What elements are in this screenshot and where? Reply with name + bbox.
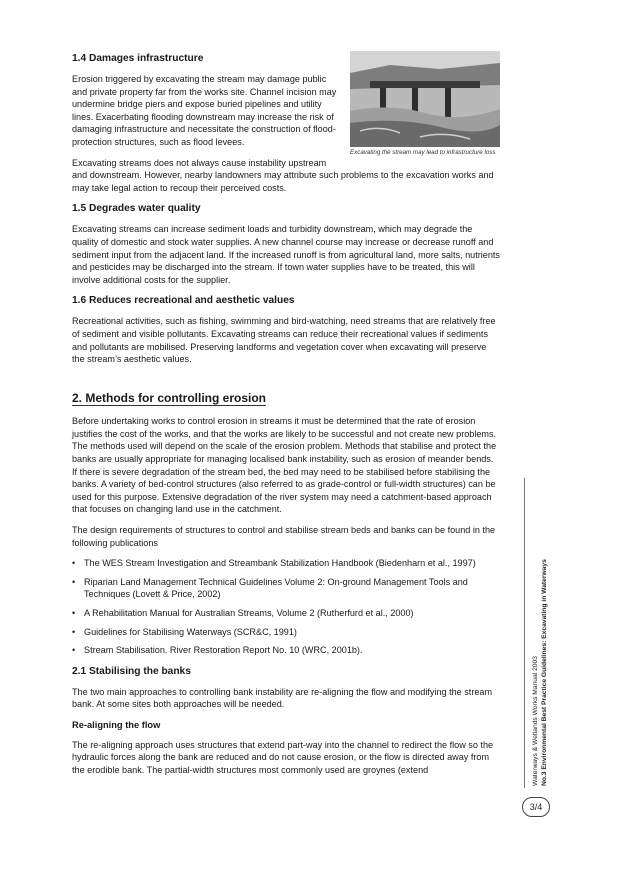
list-item: • Guidelines for Stabilising Waterways (SCR&C, 1991) <box>72 626 500 639</box>
paragraph: The design requirements of structures to control and stabilise stream beds and banks can be found in the following publications <box>72 525 496 548</box>
paragraph: Excavating streams does not always cause instability upstream and downstream. However, nearby landowners may attribute such problems to the excavation works and may take legal action to recoup their perceived costs. <box>72 157 494 193</box>
section-heading-1-4: 1.4 Damages infrastructure <box>72 53 204 64</box>
sidebar-divider <box>524 478 525 788</box>
page-number-badge: 3/4 <box>522 797 550 817</box>
document-page <box>72 52 500 784</box>
infrastructure-figure <box>350 51 500 157</box>
list-item: • Stream Stabilisation. River Restoration Report No. 10 (WRC, 2001b). <box>72 644 500 657</box>
sidebar-guideline-title: No.3 Environmental Best Practice Guidelines: Excavating in Waterways <box>541 559 549 786</box>
paragraph: The two main approaches to controlling bank instability are re-aligning the flow and modifying the stream bank. At some sites both approaches will be needed. <box>72 686 493 710</box>
list-item: • The WES Stream Investigation and Streambank Stabilization Handbook (Biedenharn et al., 1997) <box>72 557 500 570</box>
paragraph: The re-aligning approach uses structures that extend part-way into the channel to redirect the flow so the hydraulic forces along the bank are reduced and do not cause erosion, or the flow is directed away from the erodible bank. The partial-width structures most commonly used are groynes (extend <box>72 739 494 775</box>
sidebar-manual-title: Waterways & Wetlands Works Manual 2003 <box>532 656 539 786</box>
list-item: • Riparian Land Management Technical Guidelines Volume 2: On-ground Management Tools and Techniques (Lovett & Price, 2002) <box>72 576 500 601</box>
running-sidebar <box>531 446 550 786</box>
section-heading-2-1: 2.1 Stabilising the banks <box>72 665 191 677</box>
section-heading-1-5: 1.5 Degrades water quality <box>72 203 201 215</box>
paragraph: Before undertaking works to control erosion in streams it must be determined that the rate of erosion justifies the cost of the works, and that the works are likely to be successful and not create new problems. The methods used will depend on the scale of the erosion problem. Methods that stabilise and protect the banks are usually appropriate for managing localised bank instability, such as erosion of meander bends. If there is severe degradation of the stream bed, the bed may need to be stabilised before stabilising the banks. A variety of bed-control structures (also referred to as grade-control or full-width structures) can be used for this purpose. Extensive degradation of the river system may need a catchment-based approach that focuses on changing land use in the catchment. <box>72 416 497 515</box>
photo-illustration <box>350 51 500 147</box>
subheading-realigning-flow: Re-aligning the flow <box>72 719 161 730</box>
section-heading-2: 2. Methods for controlling erosion <box>72 390 267 405</box>
photo-eroded-bridge <box>350 51 500 147</box>
list-item: • A Rehabilitation Manual for Australian Streams, Volume 2 (Rutherfurd et al., 2000) <box>72 607 500 620</box>
publication-list <box>72 557 500 657</box>
paragraph: Excavating streams can increase sediment loads and turbidity downstream, which may degrade the quality of domestic and stock water supplies. A new channel course may increase or decrease runoff and sediment input from the adjacent land. If the increased runoff is from agricultural land, more salts, nutrients and pesticides may be discharged into the stream. If town water supplies have to be treated, this will involve additional costs for the supplier. <box>72 224 500 285</box>
section-heading-1-6: 1.6 Reduces recreational and aesthetic values <box>72 295 295 307</box>
figure-caption: Excavating the stream may lead to infrastructure loss <box>350 149 496 156</box>
paragraph: Recreational activities, such as fishing, swimming and bird-watching, need streams that are relatively free of sediment and visible pollutants. Excavating streams can reduce their recreational values if sediments and pollutants are mobilised. Preserving landforms and vegetation cover when excavating will preserve the stream’s aesthetic values. <box>72 316 496 365</box>
paragraph: Erosion triggered by excavating the stream may damage public and private property far from the works site. Channel incision may undermine bridge piers and expose buried pipelines and utility lines. Exacerbating flooding downstream may increase the risk of damaging infrastructure and necessitate the construction of flood-protection structures, such as flood levees. <box>72 74 337 147</box>
